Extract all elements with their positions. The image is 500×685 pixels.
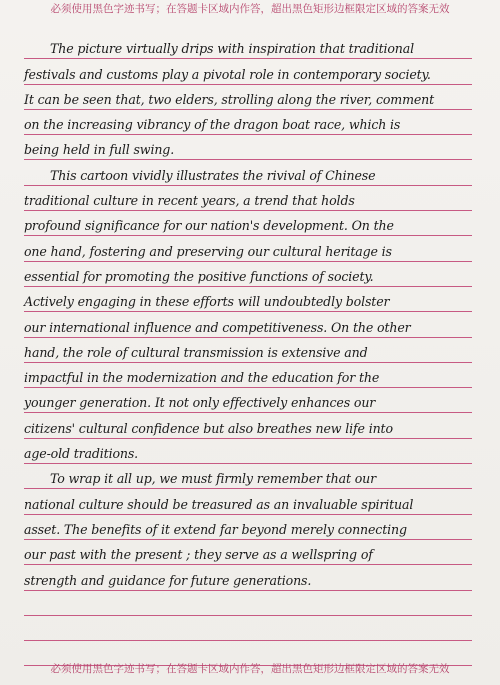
ruled-writing-area xyxy=(24,34,472,666)
ruled-line-22 xyxy=(24,565,472,590)
essay-line-11: Actively engaging in these efforts will undoubtedly bolster xyxy=(24,294,390,310)
essay-line-6: This cartoon vividly illustrates the rivival of Chinese xyxy=(50,167,376,183)
essay-line-15: younger generation. It not only effectively enhances our xyxy=(24,395,376,411)
essay-line-5: being held in full swing. xyxy=(24,142,175,158)
ruled-line-6 xyxy=(24,160,472,185)
essay-line-13: hand, the role of cultural transmission is extensive and xyxy=(24,344,368,360)
ruled-line-13 xyxy=(24,338,472,363)
ruled-line-17 xyxy=(24,439,472,464)
ruled-line-21 xyxy=(24,540,472,565)
ruled-line-24 xyxy=(24,616,472,641)
ruled-line-9 xyxy=(24,236,472,261)
essay-line-17: age-old traditions. xyxy=(24,446,139,462)
essay-line-8: profound significance for our nation's development. On the xyxy=(24,218,394,234)
ruled-line-14 xyxy=(24,363,472,388)
essay-line-2: festivals and customs play a pivotal role in contemporary society. xyxy=(24,66,431,82)
essay-line-21: our past with the present ; they serve as a wellspring of xyxy=(24,547,373,563)
ruled-line-23 xyxy=(24,591,472,616)
ruled-line-3 xyxy=(24,85,472,110)
essay-line-9: one hand, fostering and preserving our cultural heritage is xyxy=(24,243,392,259)
essay-line-1: The picture virtually drips with inspiration that traditional xyxy=(50,41,414,57)
essay-line-22: strength and guidance for future generations. xyxy=(24,572,312,588)
essay-line-7: traditional culture in recent years, a trend that holds xyxy=(24,193,355,209)
essay-line-18: To wrap it all up, we must firmly remember that our xyxy=(50,471,376,487)
ruled-line-8 xyxy=(24,211,472,236)
essay-line-20: asset. The benefits of it extend far beyond merely connecting xyxy=(24,521,407,537)
essay-line-4: on the increasing vibrancy of the dragon boat race, which is xyxy=(24,117,401,133)
ruled-line-5 xyxy=(24,135,472,160)
essay-line-10: essential for promoting the positive functions of society. xyxy=(24,268,374,284)
essay-line-12: our international influence and competitiveness. On the other xyxy=(24,319,411,335)
essay-line-16: citizens' cultural confidence but also breathes new life into xyxy=(24,420,393,436)
ruled-line-11 xyxy=(24,287,472,312)
ruled-line-10 xyxy=(24,262,472,287)
footer-instruction-note: 必须使用黑色字迹书写；在答题卡区域内作答，超出黑色矩形边框限定区域的答案无效 xyxy=(50,663,450,675)
ruled-line-19 xyxy=(24,489,472,514)
ruled-line-16 xyxy=(24,413,472,438)
ruled-line-20 xyxy=(24,515,472,540)
essay-line-14: impactful in the modernization and the education for the xyxy=(24,370,380,386)
ruled-line-1 xyxy=(24,34,472,59)
ruled-line-18 xyxy=(24,464,472,489)
ruled-line-4 xyxy=(24,110,472,135)
ruled-line-15 xyxy=(24,388,472,413)
ruled-line-2 xyxy=(24,59,472,84)
essay-line-19: national culture should be treasured as an invaluable spiritual xyxy=(24,496,414,512)
ruled-line-7 xyxy=(24,186,472,211)
header-instruction-note: 必须使用黑色字迹书写；在答题卡区域内作答，超出黑色矩形边框限定区域的答案无效 xyxy=(50,3,450,15)
ruled-line-12 xyxy=(24,312,472,337)
essay-line-3: It can be seen that, two elders, strolling along the river, comment xyxy=(24,91,435,107)
